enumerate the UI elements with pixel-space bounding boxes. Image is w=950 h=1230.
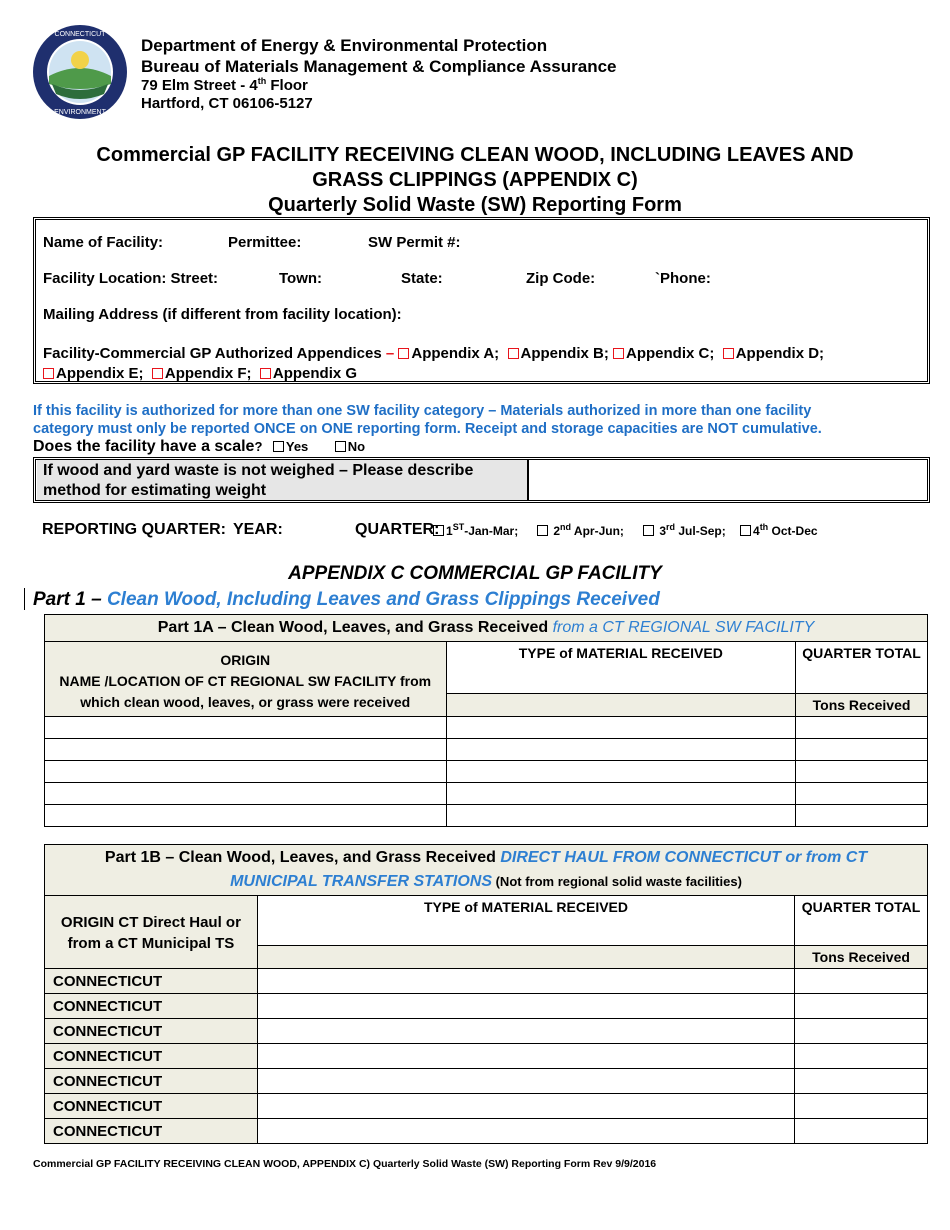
part1b-tons-cell[interactable] (795, 1119, 928, 1144)
svg-text:ENVIRONMENT: ENVIRONMENT (54, 109, 106, 116)
part1a-type-cell[interactable] (446, 783, 796, 805)
zip-code-label[interactable]: Zip Code: (526, 270, 596, 287)
part1b-tons-cell[interactable] (795, 969, 928, 994)
part1b-tons-header: Tons Received (795, 946, 928, 969)
part1b-table (44, 844, 928, 1144)
note-line1: If this facility is authorized for more than one SW facility category – Materials authorized in more than one facility (33, 403, 812, 419)
town-label[interactable]: Town: (279, 270, 323, 287)
part1b-quarter-total-header: QUARTER TOTAL (795, 896, 928, 946)
cursor-bar (24, 588, 25, 610)
part1b-type-cell[interactable] (257, 1019, 794, 1044)
part1b-type-cell[interactable] (257, 1069, 794, 1094)
appendix-b-checkbox[interactable]: Appendix B; (508, 345, 609, 362)
form-title-line2: GRASS CLIPPINGS (APPENDIX C) (312, 169, 638, 191)
quarter-3-checkbox[interactable]: 3rd Jul-Sep; (643, 524, 726, 538)
part1a-origin-cell[interactable] (45, 783, 447, 805)
header-address-city: Hartford, CT 06106-5127 (141, 95, 313, 112)
part1b-origin-cell: CONNECTICUT (45, 1094, 258, 1119)
appendix-a-checkbox[interactable]: Appendix A; (398, 345, 499, 362)
header-department: Department of Energy & Environmental Protection (141, 36, 548, 55)
authorized-appendices: Facility-Commercial GP Authorized Appendices – Appendix A; Appendix B; Appendix C; Appendix D; Appendix E; Appendix F; Appendix G (43, 345, 825, 382)
name-of-facility-label[interactable]: Name of Facility: (43, 234, 164, 251)
part1a-tons-cell[interactable] (796, 805, 928, 827)
part1a-origin-cell[interactable] (45, 761, 447, 783)
permittee-label[interactable]: Permittee: (228, 234, 302, 251)
appendix-g-checkbox[interactable]: Appendix G (260, 365, 357, 382)
header-address-street: 79 Elm Street - 4th Floor (141, 76, 308, 94)
form-title-line3: Quarterly Solid Waste (SW) Reporting Form (268, 194, 682, 216)
header-bureau: Bureau of Materials Management & Compliance Assurance (141, 57, 617, 76)
part1b-tons-cell[interactable] (795, 1069, 928, 1094)
quarter-label: QUARTER: (355, 521, 440, 538)
facility-street-label[interactable]: Facility Location: Street: (43, 270, 219, 287)
part1b-title: Part 1B – Clean Wood, Leaves, and Grass Received DIRECT HAUL FROM CONNECTICUT or from CT MUNICIPAL TRANSFER STATIONS (Not from regional solid waste facilities) (45, 845, 928, 896)
scale-yes-checkbox[interactable]: Yes (273, 439, 308, 454)
part1a-tons-cell[interactable] (796, 783, 928, 805)
part1a-title: Part 1A – Clean Wood, Leaves, and Grass Received from a CT REGIONAL SW FACILITY (45, 615, 928, 642)
part1a-type-cell[interactable] (446, 717, 796, 739)
sw-permit-label[interactable]: SW Permit #: (368, 234, 461, 251)
phone-label[interactable]: `Phone: (655, 270, 711, 287)
quarter-1-checkbox[interactable]: 1ST-Jan-Mar; (433, 524, 518, 538)
part1b-type-cell[interactable] (257, 994, 794, 1019)
part1a-tons-cell[interactable] (796, 739, 928, 761)
footer-text: Commercial GP FACILITY RECEIVING CLEAN WOOD, APPENDIX C) Quarterly Solid Waste (SW) Reporting Form Rev 9/9/2016 (33, 1158, 657, 1170)
part1b-origin-cell: CONNECTICUT (45, 1069, 258, 1094)
part1a-tons-cell[interactable] (796, 717, 928, 739)
part1b-type-cell[interactable] (257, 969, 794, 994)
appendix-heading: APPENDIX C COMMERCIAL GP FACILITY (288, 563, 662, 584)
appendix-e-checkbox[interactable]: Appendix E; (43, 365, 144, 382)
year-label[interactable]: YEAR: (233, 521, 283, 538)
part1b-origin-cell: CONNECTICUT (45, 969, 258, 994)
weigh-method-input[interactable] (530, 460, 926, 500)
part1a-tons-cell[interactable] (796, 761, 928, 783)
note-line2: category must only be reported ONCE on ONE reporting form. Receipt and storage capacities are NOT cumulative. (33, 421, 822, 437)
part1a-quarter-total-header: QUARTER TOTAL (796, 642, 928, 694)
weigh-label-line1: If wood and yard waste is not weighed – Please describe (43, 462, 474, 479)
quarter-2-checkbox[interactable]: 2nd Apr-Jun; (537, 524, 624, 538)
scale-question: Does the facility have a scale? Yes No (33, 438, 366, 455)
part1a-origin-cell[interactable] (45, 717, 447, 739)
part1a-table (44, 614, 928, 827)
part1b-tons-cell[interactable] (795, 1019, 928, 1044)
part1b-type-header: TYPE of MATERIAL RECEIVED (257, 896, 794, 946)
part1a-type-cell[interactable] (446, 739, 796, 761)
deep-seal-logo (32, 24, 128, 120)
weigh-label-cell (37, 460, 529, 500)
quarter-4-checkbox[interactable]: 4th Oct-Dec (740, 524, 818, 538)
state-label[interactable]: State: (401, 270, 443, 287)
part1b-tons-cell[interactable] (795, 1094, 928, 1119)
part1b-origin-cell: CONNECTICUT (45, 994, 258, 1019)
part1b-tons-cell[interactable] (795, 994, 928, 1019)
part1b-origin-cell: CONNECTICUT (45, 1119, 258, 1144)
part1a-type-cell[interactable] (446, 805, 796, 827)
part1b-type-cell[interactable] (257, 1119, 794, 1144)
part1a-type-header: TYPE of MATERIAL RECEIVED (446, 642, 796, 694)
appendix-d-checkbox[interactable]: Appendix D; (723, 345, 824, 362)
mailing-address-label[interactable]: Mailing Address (if different from facility location): (43, 306, 402, 323)
part1b-type-cell[interactable] (257, 1044, 794, 1069)
part1b-type-cell[interactable] (257, 1094, 794, 1119)
appendix-f-checkbox[interactable]: Appendix F; (152, 365, 252, 382)
part1a-origin-cell[interactable] (45, 805, 447, 827)
part1a-origin-cell[interactable] (45, 739, 447, 761)
part1b-origin-cell: CONNECTICUT (45, 1044, 258, 1069)
part1b-origin-cell: CONNECTICUT (45, 1019, 258, 1044)
part1-heading: Part 1 – Clean Wood, Including Leaves and Grass Clippings Received (33, 589, 660, 610)
part1b-tons-cell[interactable] (795, 1044, 928, 1069)
weigh-label-line2: method for estimating weight (43, 482, 267, 499)
part1a-type-cell[interactable] (446, 761, 796, 783)
part1b-type-subheader (257, 946, 794, 969)
form-title-line1: Commercial GP FACILITY RECEIVING CLEAN WOOD, INCLUDING LEAVES AND (96, 144, 854, 166)
part1a-tons-header: Tons Received (796, 694, 928, 717)
svg-text:CONNECTICUT: CONNECTICUT (54, 31, 106, 38)
reporting-quarter-label: REPORTING QUARTER: (42, 521, 226, 538)
scale-no-checkbox[interactable]: No (335, 439, 365, 454)
part1a-type-subheader (446, 694, 796, 717)
part1a-origin-header: ORIGIN NAME /LOCATION OF CT REGIONAL SW FACILITY from which clean wood, leaves, or grass were received (45, 642, 447, 717)
part1b-origin-header: ORIGIN CT Direct Haul or from a CT Municipal TS (45, 896, 258, 969)
appendix-c-checkbox[interactable]: Appendix C; (613, 345, 714, 362)
